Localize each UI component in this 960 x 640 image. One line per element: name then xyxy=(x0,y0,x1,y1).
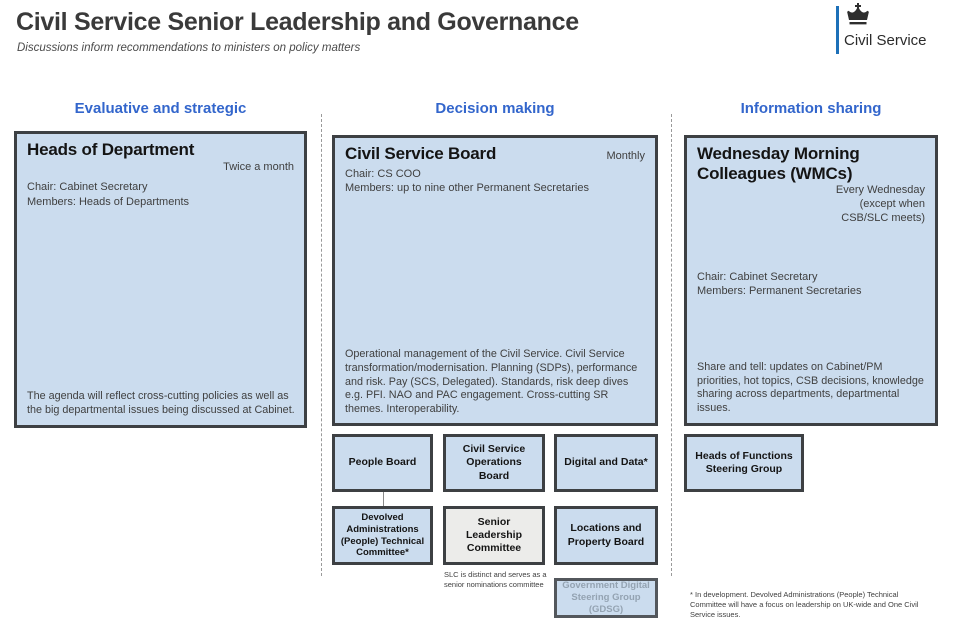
people-board-box: People Board xyxy=(332,434,433,492)
wmc-frequency-line3: CSB/SLC meets) xyxy=(841,211,925,224)
logo-text: Civil Service xyxy=(844,32,927,49)
page-title: Civil Service Senior Leadership and Governance xyxy=(16,8,579,36)
heads-of-department-title: Heads of Department xyxy=(27,140,195,159)
wmc-frequency xyxy=(697,184,925,225)
wmc-chair: Chair: Cabinet Secretary xyxy=(697,271,818,283)
wmc-title: Wednesday Morning Colleagues (WMCs) xyxy=(697,144,860,183)
people-board-connector-line xyxy=(383,492,384,506)
civil-service-board-chair: Chair: CS COO xyxy=(345,167,421,180)
crown-icon xyxy=(845,3,871,32)
digital-and-data-box: Digital and Data* xyxy=(554,434,658,492)
locations-property-board-box: Locations and Property Board xyxy=(554,506,658,565)
heads-of-department-chair: Chair: Cabinet Secretary xyxy=(27,181,148,194)
wmc-frequency-line2: (except when xyxy=(859,197,925,210)
heads-of-department-box xyxy=(14,131,307,428)
column-header-decision: Decision making xyxy=(435,100,555,117)
civil-service-board-frequency: Monthly xyxy=(606,150,645,162)
heads-of-department-note: The agenda will reflect cross-cutting policies as well as the big departmental issues being discussed at Cabinet. xyxy=(27,390,295,417)
column-header-evaluative: Evaluative and strategic xyxy=(74,100,247,117)
heads-of-functions-box: Heads of Functions Steering Group xyxy=(684,434,804,492)
civil-service-board-meta xyxy=(345,167,645,196)
column-divider-left xyxy=(321,114,322,576)
column-divider-right xyxy=(671,114,672,576)
heads-of-department-members: Members: Heads of Departments xyxy=(27,195,190,208)
wmc-members: Members: Permanent Secretaries xyxy=(697,285,862,298)
gdsg-box: Government Digital Steering Group (GDSG) xyxy=(554,578,658,618)
devolved-admin-committee-box: Devolved Administrations (People) Technical Committee* xyxy=(332,506,433,565)
civil-service-board-members: Members: up to nine other Permanent Secretaries xyxy=(345,182,589,195)
heads-of-department-frequency: Twice a month xyxy=(223,160,294,173)
development-footnote: * In development. Devolved Administrations (People) Technical Committee will have a focus on leadership on UK-wide and One Civil Service issues. xyxy=(690,590,919,620)
civil-service-board-title: Civil Service Board xyxy=(345,144,497,163)
column-header-information: Information sharing xyxy=(740,100,882,117)
wmc-box xyxy=(684,135,938,426)
slc-footnote: SLC is distinct and serves as a senior nominations committee xyxy=(444,570,547,590)
wmc-note: Share and tell: updates on Cabinet/PM priorities, hot topics, CSB decisions, knowledge sharing across departments, departmental issues. xyxy=(697,360,924,415)
wmc-frequency-line1: Every Wednesday xyxy=(835,184,925,197)
page-subtitle: Discussions inform recommendations to ministers on policy matters xyxy=(17,42,361,54)
civil-service-logo xyxy=(836,5,946,55)
senior-leadership-committee-box: Senior Leadership Committee xyxy=(443,506,545,565)
cs-operations-board-box: Civil Service Operations Board xyxy=(443,434,545,492)
logo-accent-bar xyxy=(836,6,839,54)
civil-service-board-box xyxy=(332,135,658,426)
wmc-meta xyxy=(697,270,861,299)
civil-service-board-title-row xyxy=(345,144,645,164)
heads-of-department-meta xyxy=(27,180,294,209)
civil-service-board-note: Operational management of the Civil Service. Civil Service transformation/modernisation. Planning (SDPs), performance and risk. Pay (SCS, Delegated). Standards, risk deep dives e.g. PFI. NAO and PAC engagement. Cross-cutting SR themes. Interoperability. xyxy=(345,347,638,416)
